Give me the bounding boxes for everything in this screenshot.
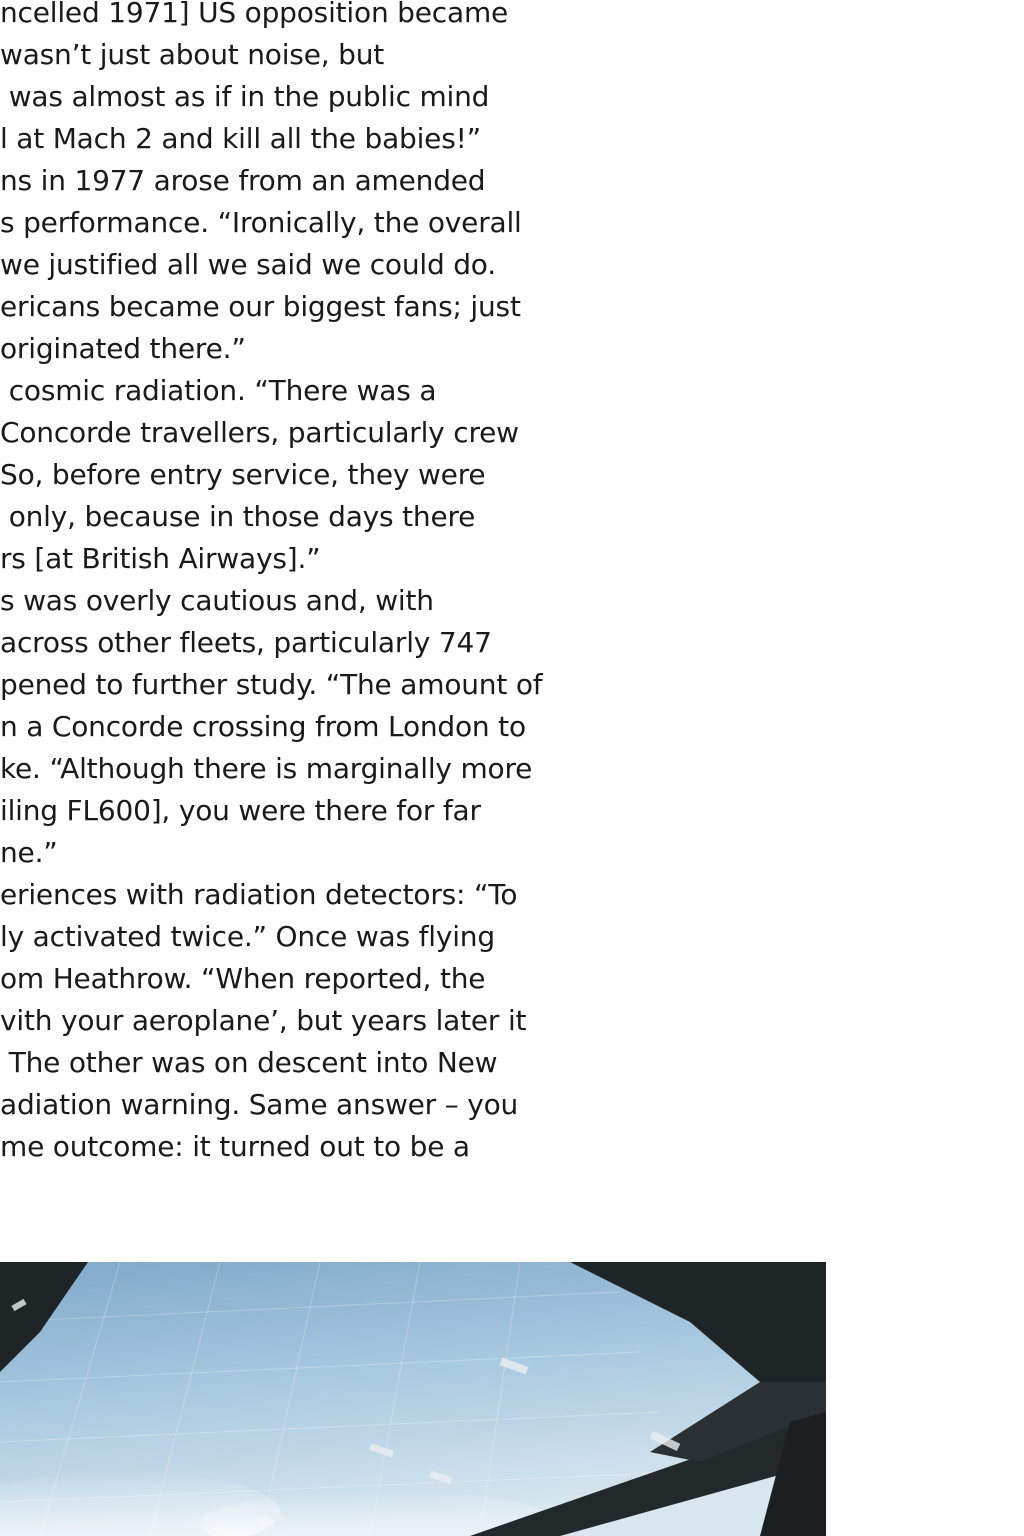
- text-line: s performance. “Ironically, the overall: [0, 206, 522, 239]
- text-line: ly activated twice.” Once was flying: [0, 920, 495, 953]
- article-body: [0, 0, 600, 1168]
- text-line: was almost as if in the public mind: [0, 80, 490, 113]
- text-line: ncelled 1971] US opposition became: [0, 0, 509, 29]
- text-line: l at Mach 2 and kill all the babies!”: [0, 122, 481, 155]
- text-line: we justified all we said we could do.: [0, 248, 496, 281]
- text-line: me outcome: it turned out to be a: [0, 1130, 470, 1163]
- cockpit-photo-graphic: [0, 1262, 826, 1536]
- text-line: vith your aeroplane’, but years later it: [0, 1004, 527, 1037]
- text-line: s was overly cautious and, with: [0, 584, 434, 617]
- text-line: So, before entry service, they were: [0, 458, 486, 491]
- text-line: wasn’t just about noise, but: [0, 38, 385, 71]
- text-line: ne.”: [0, 836, 58, 869]
- text-line: across other fleets, particularly 747: [0, 626, 492, 659]
- text-line: only, because in those days there: [0, 500, 476, 533]
- text-line: Concorde travellers, particularly crew: [0, 416, 519, 449]
- text-line: iling FL600], you were there for far: [0, 794, 481, 827]
- text-line: rs [at British Airways].”: [0, 542, 321, 575]
- text-line: n a Concorde crossing from London to: [0, 710, 526, 743]
- text-line: pened to further study. “The amount of: [0, 668, 543, 701]
- text-line: om Heathrow. “When reported, the: [0, 962, 486, 995]
- text-line: cosmic radiation. “There was a: [0, 374, 437, 407]
- text-line: eriences with radiation detectors: “To: [0, 878, 518, 911]
- text-line: ericans became our biggest fans; just: [0, 290, 521, 323]
- text-line: adiation warning. Same answer – you: [0, 1088, 519, 1121]
- text-line: ke. “Although there is marginally more: [0, 752, 533, 785]
- text-line: originated there.”: [0, 332, 246, 365]
- cockpit-window-photo: [0, 1262, 826, 1536]
- text-line: ns in 1977 arose from an amended: [0, 164, 486, 197]
- text-line: The other was on descent into New: [0, 1046, 498, 1079]
